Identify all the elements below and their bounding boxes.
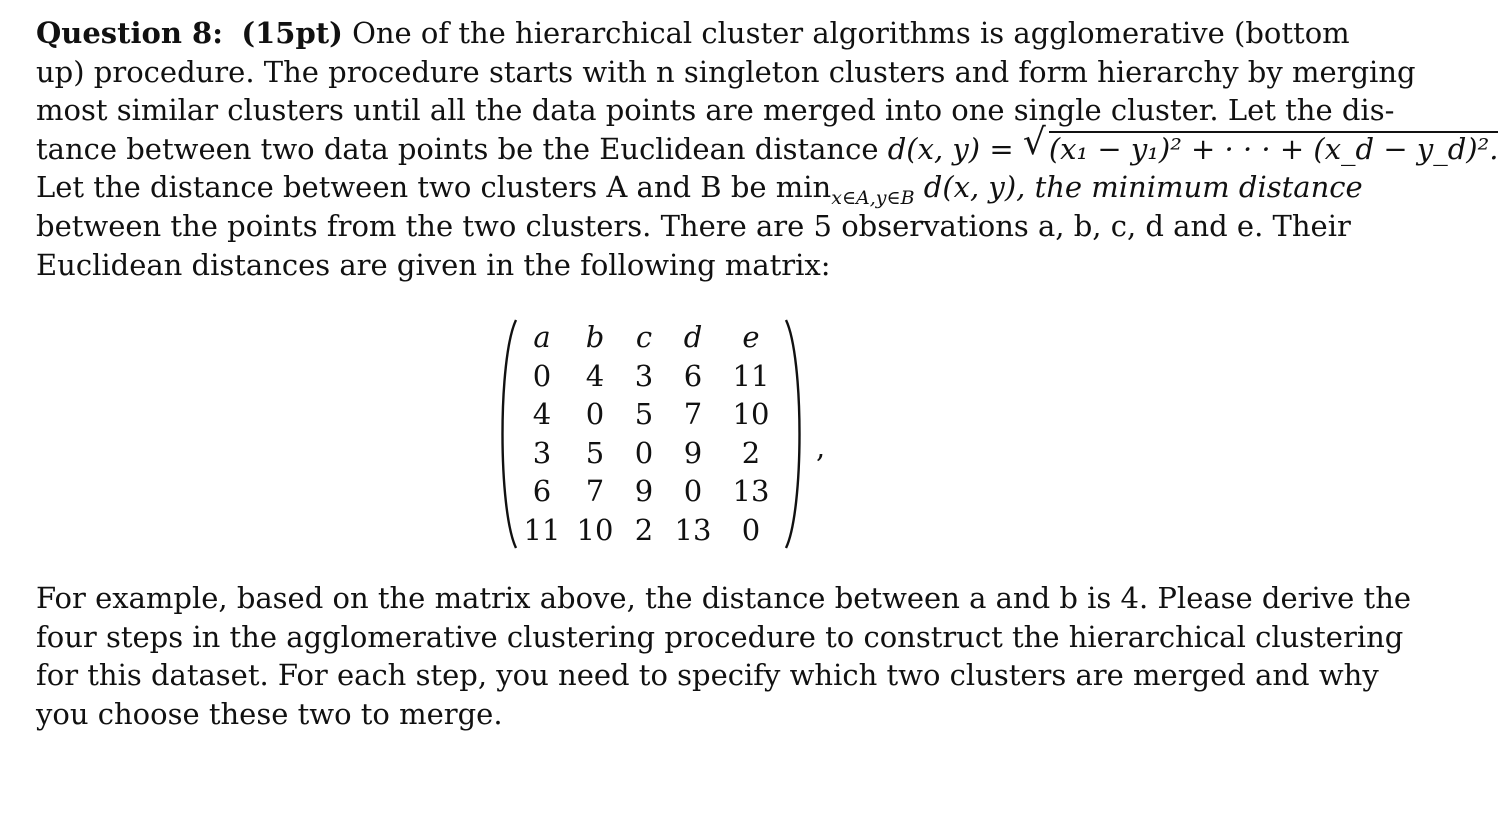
right-paren-icon: [784, 318, 806, 550]
matrix-cell: 10: [576, 512, 614, 547]
matrix-cell: 4: [585, 358, 605, 393]
matrix-cell: 7: [585, 474, 605, 509]
matrix-row: [518, 511, 780, 550]
matrix-trailing-comma: ,: [816, 430, 826, 464]
matrix-header-cell: e: [742, 320, 760, 354]
matrix-cell: 13: [674, 512, 712, 547]
question-text-line: Euclidean distances are given in the following matrix:: [36, 247, 831, 282]
matrix-cell: 3: [634, 358, 654, 393]
matrix-cell: 5: [585, 435, 605, 470]
matrix-cell: 6: [532, 474, 552, 509]
instructions-block: [36, 579, 1412, 733]
matrix-cell: 5: [634, 397, 654, 432]
line5-suffix: d(x, y), the minimum distance: [923, 170, 1363, 205]
question-line-4: [36, 121, 1498, 169]
instructions-line: you choose these two to merge.: [36, 696, 503, 731]
matrix-header-row: [518, 318, 780, 357]
matrix-cell: 7: [683, 397, 703, 432]
distance-matrix: [496, 318, 836, 554]
matrix-cell: 2: [634, 512, 654, 547]
question-line-5: [36, 168, 1363, 210]
matrix-cell: 0: [683, 474, 703, 509]
matrix-cell: 11: [732, 358, 770, 393]
question-text-line: up) procedure. The procedure starts with n singleton clusters and form hierarchy by merging: [36, 54, 1416, 89]
left-paren-icon: [496, 318, 518, 550]
question-block: [36, 14, 1498, 284]
matrix-header-cell: d: [683, 320, 703, 354]
instructions-line: four steps in the agglomerative clustering procedure to construct the hierarchical clustering: [36, 619, 1404, 654]
matrix-cell: 9: [634, 474, 654, 509]
matrix-cell: 0: [741, 512, 761, 547]
matrix-row: [518, 357, 780, 396]
matrix-table: [518, 318, 780, 550]
distance-formula-lhs: d(x, y) =: [887, 131, 1014, 166]
question-line-1: [36, 14, 1350, 53]
instructions-paragraph: [36, 579, 1412, 733]
matrix-cell: 11: [523, 512, 561, 547]
sqrt-icon: √: [1022, 121, 1046, 163]
matrix-header-cell: a: [533, 320, 551, 354]
matrix-cell: 0: [585, 397, 605, 432]
instructions-line: For example, based on the matrix above, the distance between a and b is 4. Please derive the: [36, 581, 1412, 615]
matrix-row: [518, 472, 780, 511]
line5-prefix: Let the distance between two clusters A and B be min: [36, 170, 832, 205]
question-label: Question 8:: [36, 16, 223, 50]
matrix-cell: 3: [532, 435, 552, 470]
instructions-line: for this dataset. For each step, you need to specify which two clusters are merged and why: [36, 658, 1379, 693]
distance-formula-rhs: (x₁ − y₁)² + · · · + (x_d − y_d)².: [1048, 131, 1498, 166]
matrix-cell: 6: [683, 358, 703, 393]
matrix-row: [518, 395, 780, 434]
sqrt-expression: [1022, 121, 1498, 169]
question-paragraph: [36, 14, 1498, 284]
matrix-cell: 9: [683, 435, 703, 470]
question-text-line: tance between two data points be the Euclidean distance: [36, 131, 879, 166]
matrix-cell: 0: [532, 358, 552, 393]
question-text-line: most similar clusters until all the data points are merged into one single cluster. Let the dis-: [36, 93, 1395, 128]
question-text-line: between the points from the two clusters. There are 5 observations a, b, c, d and e. Their: [36, 208, 1351, 243]
matrix-cell: 2: [741, 435, 761, 470]
matrix-cell: 10: [732, 397, 770, 432]
matrix-row: [518, 434, 780, 473]
matrix-cell: 0: [634, 435, 654, 470]
question-text-line: One of the hierarchical cluster algorithms is agglomerative (bottom: [352, 16, 1350, 50]
matrix-header-cell: c: [635, 320, 653, 354]
matrix-header-cell: b: [585, 320, 605, 354]
matrix-cell: 13: [732, 474, 770, 509]
question-points: (15pt): [241, 16, 343, 50]
min-subscript: x∈A,y∈B: [831, 187, 915, 210]
matrix-cell: 4: [532, 397, 552, 432]
